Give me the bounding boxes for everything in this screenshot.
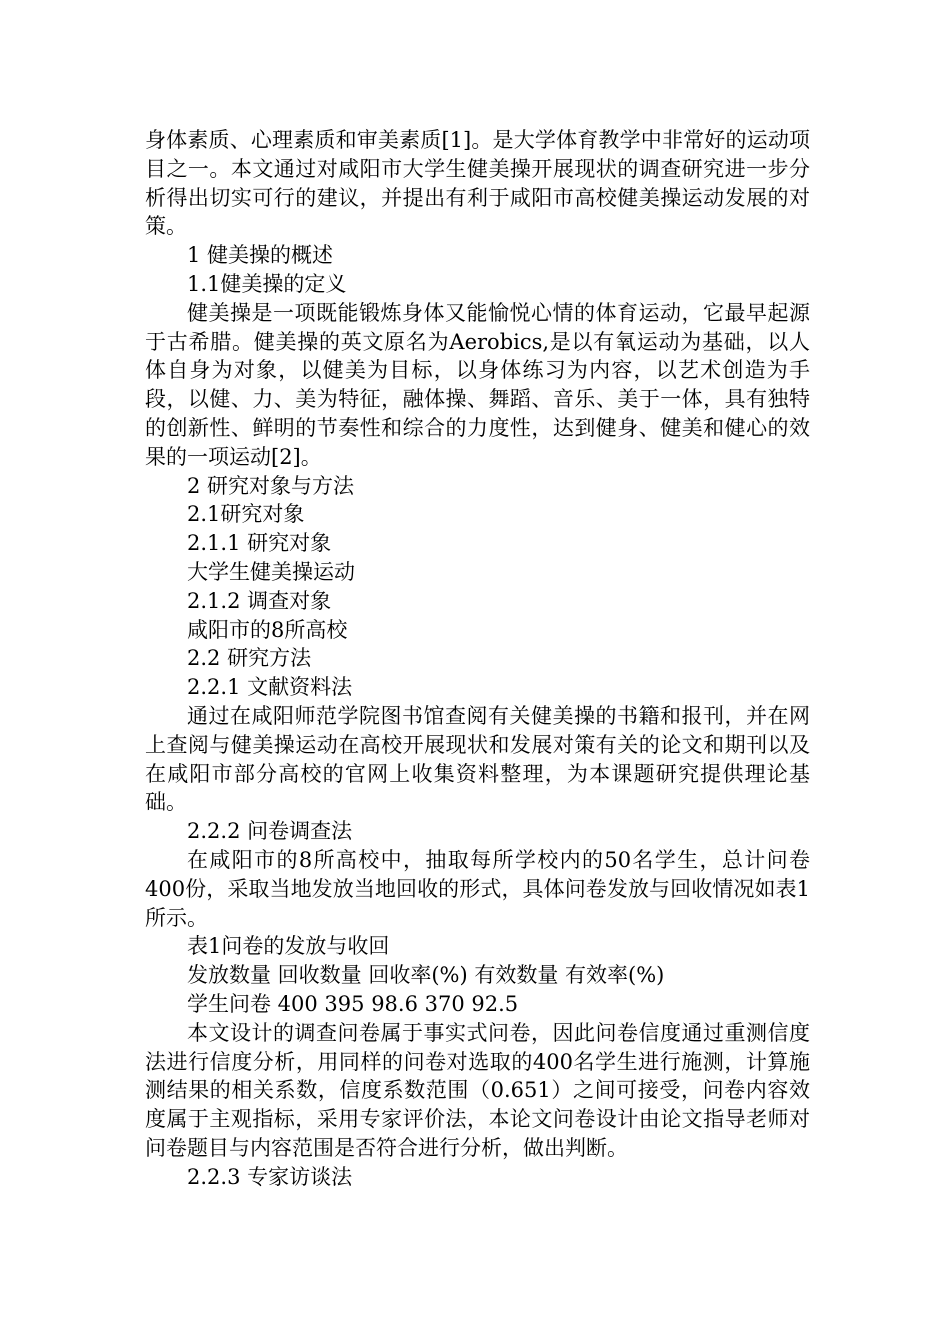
section-heading-2-1-1: 2.1.1 研究对象 [187,531,332,556]
section-heading-2-2-3: 2.2.3 专家访谈法 [187,1164,353,1189]
section-heading-2-1: 2.1研究对象 [187,502,305,527]
table-caption: 表1问卷的发放与收回 [187,934,390,959]
section-heading-2-2-2: 2.2.2 问卷调查法 [187,819,353,844]
document-body [145,126,810,1191]
section-heading-1: 1 健美操的概述 [187,243,334,268]
paragraph-literature: 通过在咸阳师范学院图书馆查阅有关健美操的书籍和报刊，并在网上查阅与健美操运动在高校开展现状和发展对策有关的论文和期刊以及在咸阳市部分高校的官网上收集资料整理，为本课题研究提供理论基础。 [145,703,810,815]
section-heading-2-1-2: 2.1.2 调查对象 [187,588,332,613]
table-header-row: 发放数量 回收数量 回收率(%) 有效数量 有效率(%) [187,963,665,988]
section-heading-1-1: 1.1健美操的定义 [187,271,347,296]
line-research-subject: 大学生健美操运动 [187,559,355,584]
section-heading-2-2: 2.2 研究方法 [187,646,312,671]
section-heading-2-2-1: 2.2.1 文献资料法 [187,675,353,700]
section-heading-2: 2 研究对象与方法 [187,473,355,498]
paragraph-definition: 健美操是一项既能锻炼身体又能愉悦心情的体育运动，它最早起源于古希腊。健美操的英文原名为Aerobics,是以有氧运动为基础，以人体自身为对象，以健美为目标，以身体练习为内容，以艺术创造为手段，以健、力、美为特征，融体操、舞蹈、音乐、美于一体，具有独特的创新性、鲜明的节奏性和综合的力度性，达到健身、健美和健心的效果的一项运动[2]。 [145,300,810,469]
paragraph-reliability: 本文设计的调查问卷属于事实式问卷，因此问卷信度通过重测信度法进行信度分析，用同样的问卷对选取的400名学生进行施测，计算施测结果的相关系数，信度系数范围（0.651）之间可接受，问卷内容效度属于主观指标，采用专家评价法，本论文问卷设计由论文指导老师对问卷题目与内容范围是否符合进行分析，做出判断。 [145,1020,810,1160]
paragraph-intro-continuation: 身体素质、心理素质和审美素质[1]。是大学体育教学中非常好的运动项目之一。本文通过对咸阳市大学生健美操开展现状的调查研究进一步分析得出切实可行的建议，并提出有利于咸阳市高校健美操运动发展的对策。 [145,128,810,239]
line-survey-target: 咸阳市的8所高校 [187,617,348,642]
table-row-students: 学生问卷 400 395 98.6 370 92.5 [187,991,519,1016]
paragraph-questionnaire: 在咸阳市的8所高校中，抽取每所学校内的50名学生，总计问卷400份，采取当地发放当地回收的形式，具体问卷发放与回收情况如表1所示。 [145,847,810,930]
